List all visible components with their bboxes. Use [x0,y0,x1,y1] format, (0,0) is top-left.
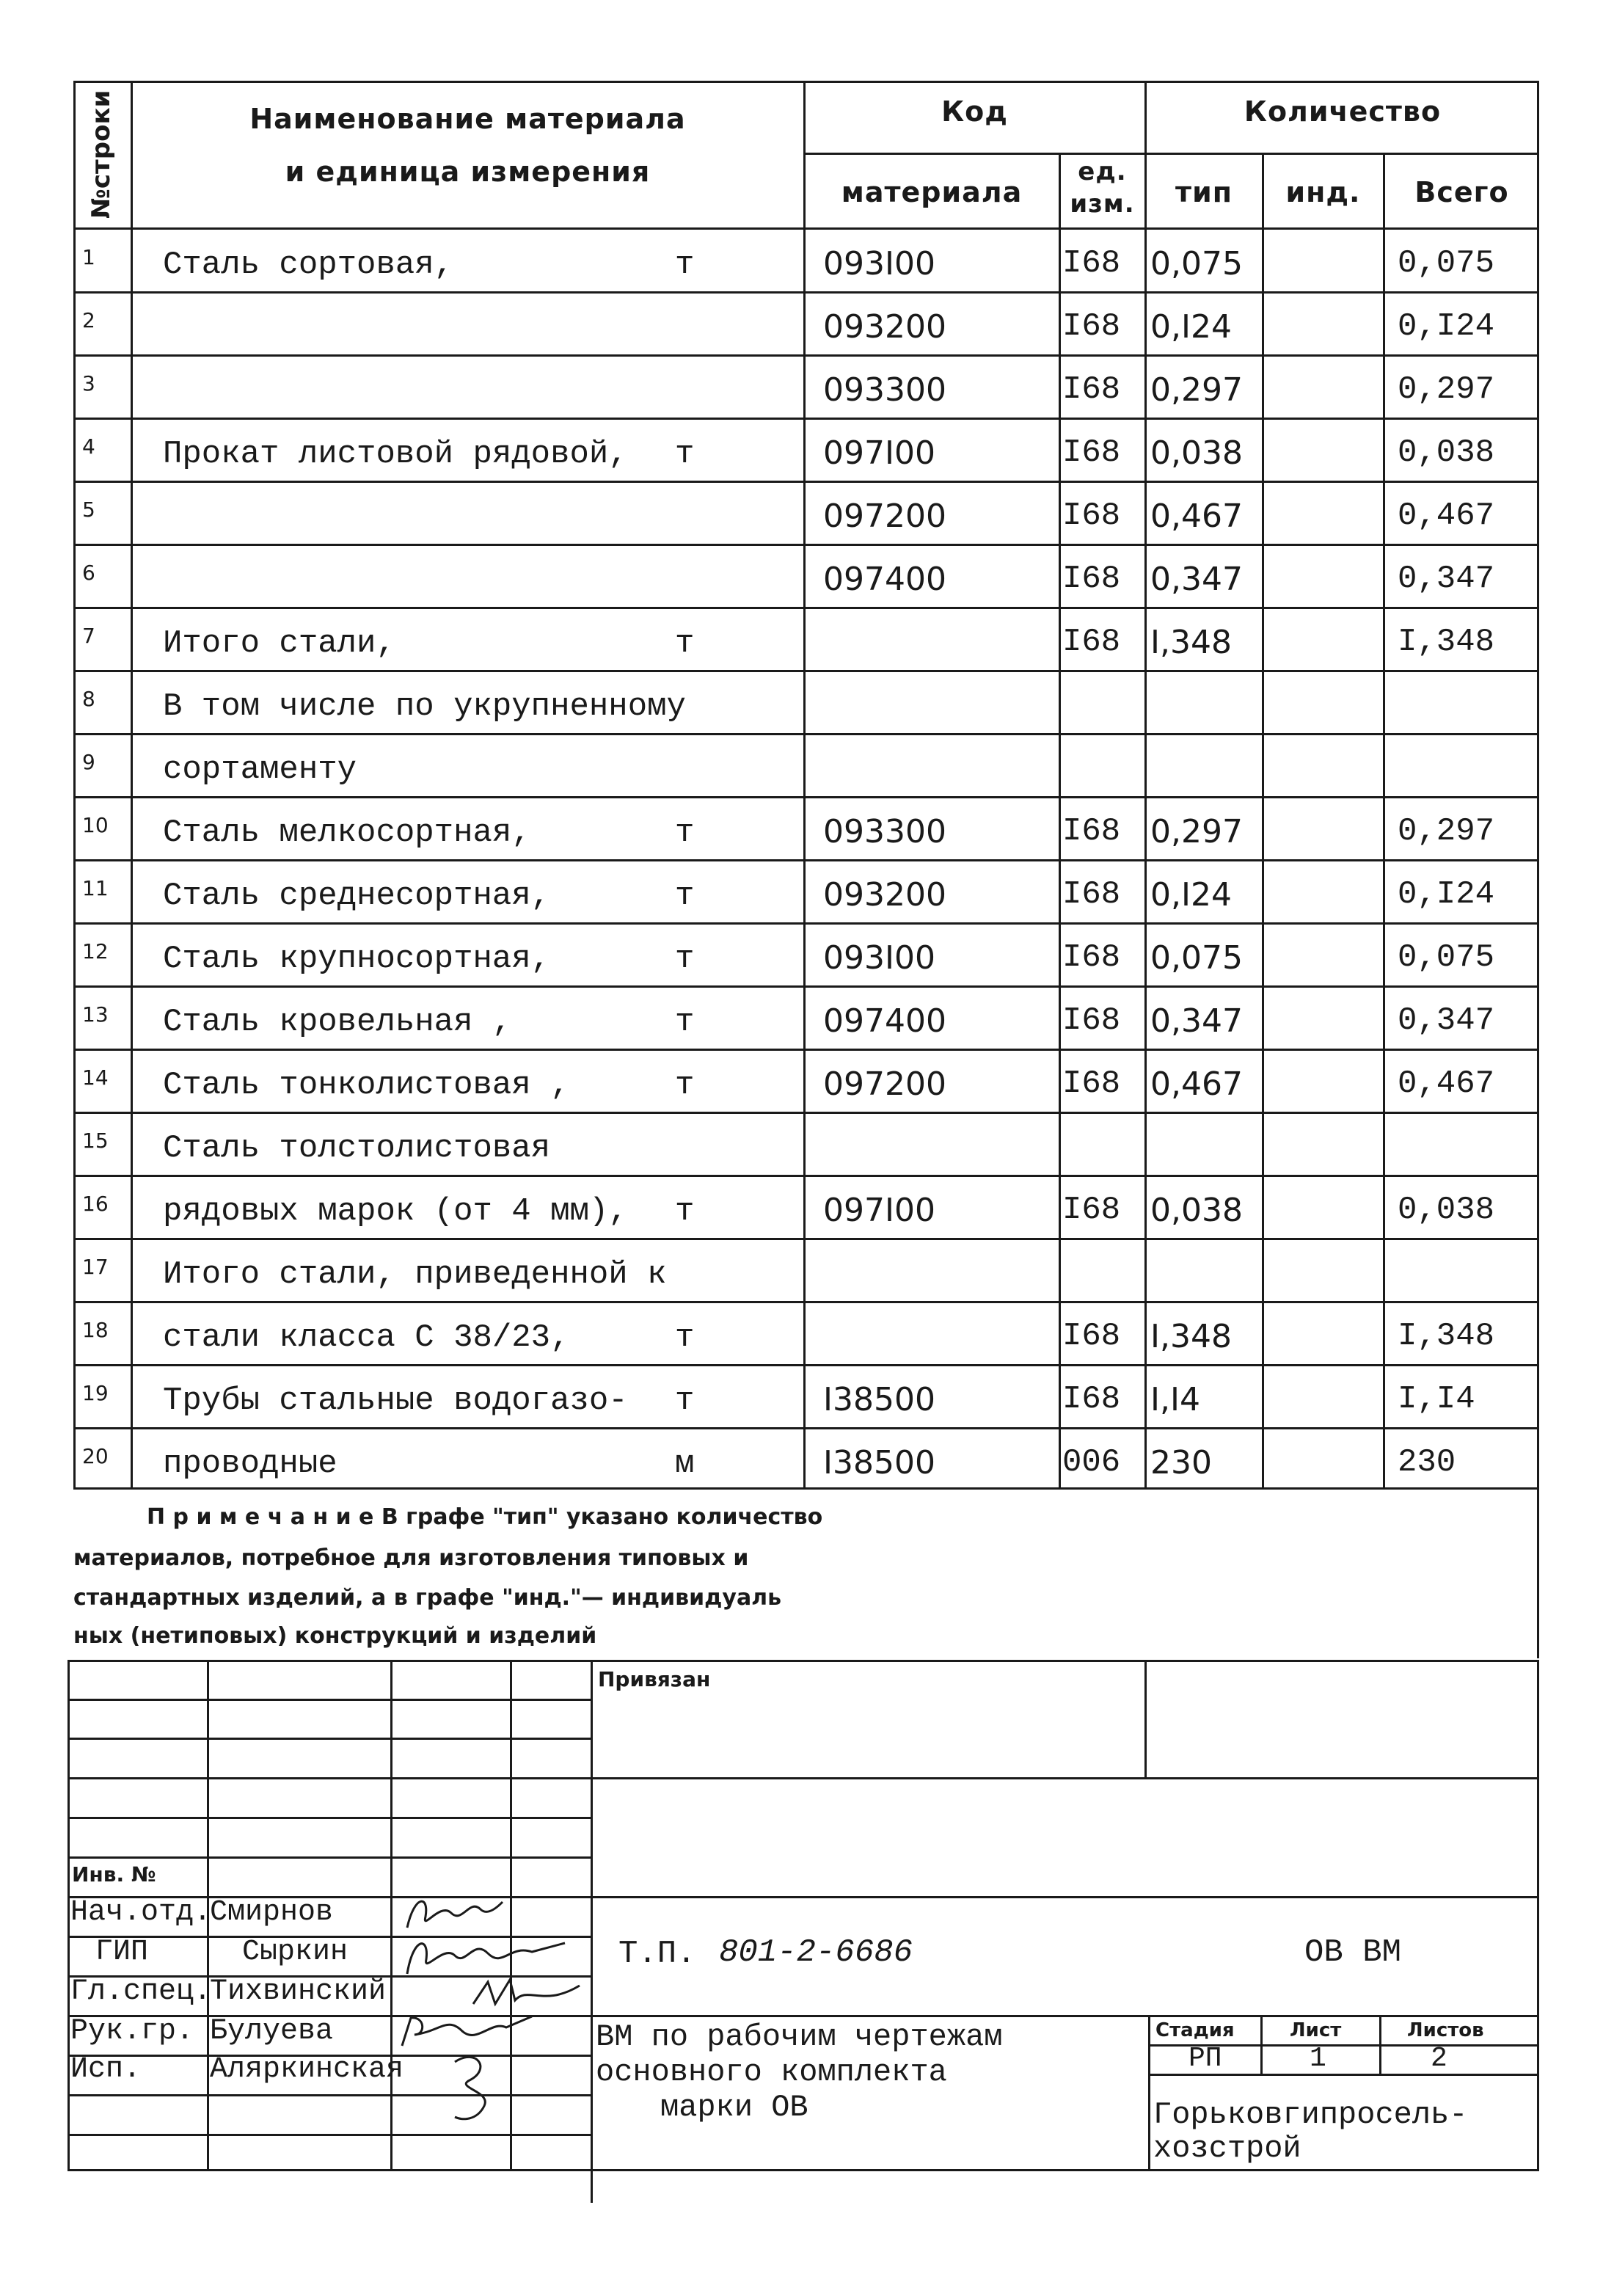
row-number: 13 [82,1002,109,1027]
material-name: Сталь кровельная , [163,1004,512,1041]
row-separator [73,1427,1539,1429]
row-separator [73,291,1539,294]
material-name: Сталь сортовая, [163,247,454,283]
material-name: Сталь мелкосортная, [163,814,531,851]
staff-name-1: Смирнов [210,1896,334,1929]
row-number: 5 [82,498,95,522]
qty-tip: 0,I24 [1150,876,1232,914]
unit-code: I68 [1062,1002,1121,1039]
header-sub-line [803,153,1539,155]
unit-code: I68 [1062,1065,1121,1102]
unit-code: I68 [1062,1318,1121,1355]
document-mark: ОВ ВМ [1304,1934,1402,1971]
privyazan-divider [1144,1660,1147,1777]
row-separator [73,354,1539,357]
signature-3-icon [470,1971,587,2015]
qty-tip: 0,038 [1150,434,1243,472]
stage-block-left [1148,2015,1150,2171]
material-unit-letter: т [675,1193,695,1230]
qty-tip: 0,I24 [1150,308,1232,346]
staff-role-4: Рук.гр. [70,2015,194,2048]
row-number: 14 [82,1065,109,1090]
total-header: Всего [1414,176,1509,208]
material-name: В том числе по укрупненному [163,688,686,725]
qty-total: 0,038 [1398,1192,1495,1228]
material-unit-letter: т [675,625,695,662]
row-separator [73,985,1539,988]
row-separator [73,733,1539,735]
row-separator [73,1238,1539,1240]
organization-line1: Горьковгипросель- [1153,2097,1468,2132]
qty-tip: 230 [1150,1444,1212,1482]
signature-5-icon [440,2047,514,2128]
qty-total: I,348 [1398,624,1495,660]
material-code: 097I00 [823,434,935,472]
col-line-unit [1059,153,1061,1490]
staff-role-5: Исп. [70,2053,142,2086]
qty-total: 0,I24 [1398,308,1495,345]
inv-number-label: Инв. № [72,1862,156,1887]
qty-total: I,I4 [1398,1381,1475,1418]
row-separator [73,859,1539,861]
sheets-value: 2 [1431,2043,1447,2074]
row-separator [73,1175,1539,1177]
unit-code: I68 [1062,434,1121,471]
unit-code: I68 [1062,939,1121,976]
qty-total: 0,297 [1398,813,1495,850]
row-separator [73,481,1539,483]
sheet-value: 1 [1310,2043,1326,2074]
note-right-border [1537,1490,1539,1658]
row-separator [73,544,1539,546]
material-name: Сталь толстолистовая [163,1130,551,1167]
row-number: 1 [82,245,95,269]
stage-value: РП [1188,2043,1222,2074]
unit-code: I68 [1062,308,1121,345]
row-separator [73,670,1539,672]
unit-header-line2: изм. [1070,189,1135,219]
qty-tip: I,348 [1150,624,1232,661]
material-code: 093300 [823,813,946,850]
qty-total: 230 [1398,1444,1456,1481]
material-unit-letter: т [675,1319,695,1356]
row-number: 20 [82,1444,109,1468]
col-line-ind [1262,153,1264,1490]
stamp-bottom-line [67,2169,1539,2171]
qty-total: 0,347 [1398,1002,1495,1039]
material-code: I38500 [823,1444,935,1482]
stamp-top-line [67,1660,1539,1662]
qty-tip: 0,467 [1150,1065,1243,1103]
row-separator [73,1112,1539,1114]
material-name: стали класса С 38/23, [163,1319,570,1356]
material-name: Сталь крупносортная, [163,941,551,977]
unit-code: I68 [1062,371,1121,408]
row-separator [73,1364,1539,1366]
row-number-header: №строки [87,90,116,219]
material-name: сортаменту [163,751,357,788]
unit-code: I68 [1062,624,1121,660]
material-code: I38500 [823,1381,935,1418]
row-number: 9 [82,750,95,774]
qty-total: I,348 [1398,1318,1495,1355]
qty-tip: 0,075 [1150,245,1243,283]
row-number: 6 [82,561,95,585]
material-header: материала [841,176,1023,208]
material-name: рядовых марок (от 4 мм), [163,1193,628,1230]
material-unit-letter: т [675,1382,695,1419]
qty-total: 0,I24 [1398,876,1495,913]
name-header-line2: и единица измерения [285,156,651,188]
staff-name-4: Булуева [210,2015,334,2048]
material-unit-letter: т [675,436,695,473]
material-unit-letter: т [675,1004,695,1041]
material-code: 093200 [823,876,946,914]
material-unit-letter: т [675,1067,695,1104]
staff-role-3: Гл.спец. [70,1975,212,2008]
doc-title-line3: марки ОВ [660,2090,808,2125]
material-unit-letter: т [675,814,695,851]
name-header-line1: Наименование материала [249,103,686,135]
header-bottom-line [73,227,1539,230]
col-line-total [1383,153,1385,1490]
material-code: 097200 [823,498,946,535]
quantity-header: Количество [1244,95,1442,128]
stage-label: Стадия [1155,2019,1235,2041]
material-unit-letter: т [675,247,695,283]
row-number: 7 [82,624,95,648]
stamp-row-5 [67,1856,591,1859]
qty-tip: I,I4 [1150,1381,1200,1418]
project-number: 801-2-6686 [719,1934,913,1971]
material-code: 093300 [823,371,946,409]
material-code: 093I00 [823,939,935,977]
staff-role-1: Нач.отд. [70,1896,212,1929]
row-separator [73,796,1539,798]
qty-total: 0,467 [1398,1065,1495,1102]
material-code: 093200 [823,308,946,346]
unit-code: I68 [1062,813,1121,850]
qty-total: 0,075 [1398,245,1495,282]
row-number: 4 [82,434,95,459]
stamp-col-4 [591,1660,593,2203]
qty-total: 0,075 [1398,939,1495,976]
row-separator [73,922,1539,925]
row-separator [73,607,1539,609]
row-number: 8 [82,687,95,711]
unit-header-line1: ед. [1078,157,1127,186]
qty-tip: 0,297 [1150,813,1243,850]
stamp-right-border [1537,1660,1539,2171]
qty-tip: 0,075 [1150,939,1243,977]
material-name: Итого стали, приведенной к [163,1256,667,1293]
unit-code: I68 [1062,561,1121,597]
material-name: Итого стали, [163,625,395,662]
row-separator [73,418,1539,420]
qty-tip: 0,347 [1150,1002,1243,1040]
unit-code: I68 [1062,1381,1121,1418]
material-name: Сталь среднесортная, [163,878,551,914]
row-number: 17 [82,1255,109,1279]
ind-header: инд. [1285,176,1361,208]
unit-code: 006 [1062,1444,1121,1481]
material-name: Сталь тонколистовая , [163,1067,570,1104]
unit-code: I68 [1062,245,1121,282]
stamp-row-1 [67,1699,591,1701]
staff-name-5: Аляркинская [210,2053,404,2086]
signature-4-icon [396,2009,536,2053]
row-number: 19 [82,1381,109,1405]
row-number: 10 [82,813,109,837]
qty-total: 0,347 [1398,561,1495,597]
material-code: 093I00 [823,245,935,283]
qty-total: 0,467 [1398,498,1495,534]
note-line-2: материалов, потребное для изготовления типовых и [73,1545,749,1571]
row-separator [73,1049,1539,1051]
project-prefix: Т.П. [618,1936,696,1972]
row-number: 12 [82,939,109,963]
code-header: Код [941,95,1008,128]
row-separator [73,1301,1539,1303]
stamp-row-12 [67,2134,591,2136]
material-code: 097200 [823,1065,946,1103]
qty-total: 0,297 [1398,371,1495,408]
row-number: 15 [82,1129,109,1153]
row-number: 11 [82,876,109,900]
note-line-3: стандартных изделий, а в графе "инд."— индивидуаль [73,1585,782,1611]
stamp-row-4 [67,1817,591,1819]
material-name: Прокат листовой рядовой, [163,436,628,473]
qty-tip: I,348 [1150,1318,1232,1355]
material-name: проводные [163,1446,337,1482]
stamp-row-2 [67,1738,591,1740]
material-name: Трубы стальные водогазо- [163,1382,628,1419]
doc-title-line1: ВМ по рабочим чертежам [596,2019,1003,2055]
material-unit-letter: т [675,941,695,977]
privyazan-bottom-line [591,1777,1539,1779]
doc-title-line2: основного комплекта [596,2055,947,2090]
qty-tip: 0,297 [1150,371,1243,409]
staff-name-3: Тихвинский [210,1975,387,2008]
row-number: 2 [82,308,95,332]
staff-role-2: ГИП [95,1936,149,1969]
note-line-1: П р и м е ч а н и е В графе "тип" указано количество [147,1504,823,1530]
material-unit-letter: м [675,1446,695,1482]
privyazan-label: Привязан [598,1667,711,1691]
qty-tip: 0,467 [1150,498,1243,535]
material-code: 097400 [823,561,946,598]
sheets-label: Листов [1407,2019,1484,2041]
row-number: 18 [82,1318,109,1342]
material-unit-letter: т [675,878,695,914]
stamp-row-3 [67,1777,591,1779]
sheet-label: Лист [1290,2019,1342,2041]
unit-code: I68 [1062,498,1121,534]
qty-tip: 0,347 [1150,561,1243,598]
qty-total: 0,038 [1398,434,1495,471]
unit-code: I68 [1062,876,1121,913]
tip-header: тип [1175,176,1233,208]
material-code: 097I00 [823,1192,935,1229]
row-number: 16 [82,1192,109,1216]
qty-tip: 0,038 [1150,1192,1243,1229]
unit-code: I68 [1062,1192,1121,1228]
row-number: 3 [82,371,95,396]
staff-name-2: Сыркин [242,1936,348,1969]
material-code: 097400 [823,1002,946,1040]
organization-line2: хозстрой [1153,2131,1301,2166]
note-line-4: ных (нетиповых) конструкций и изделий [73,1623,597,1649]
